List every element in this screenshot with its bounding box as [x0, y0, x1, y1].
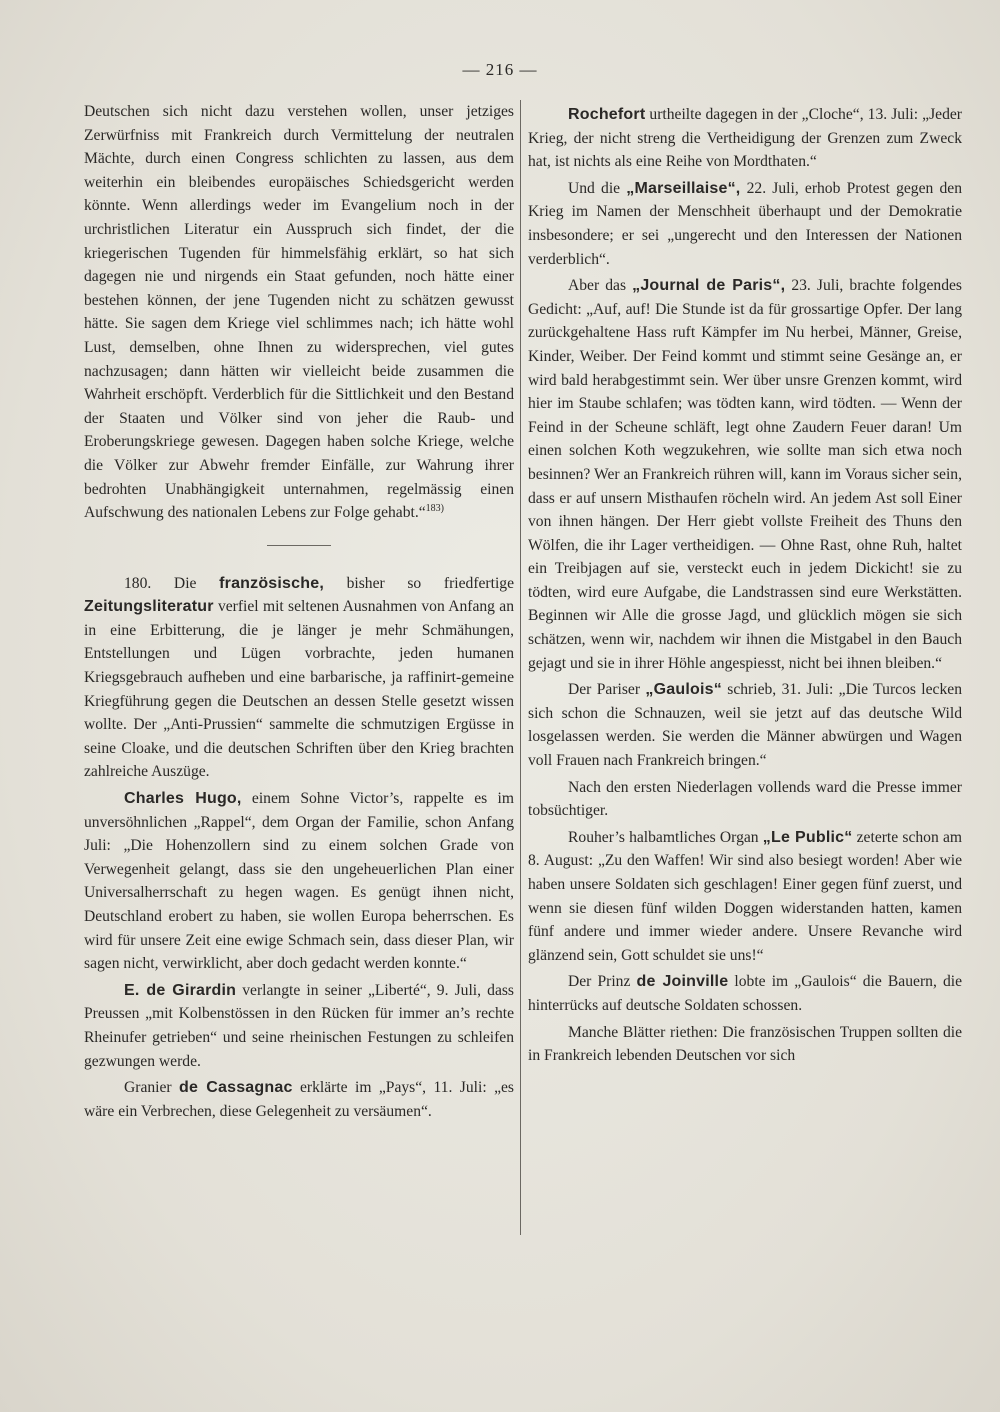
text: Manche Blätter riethen: Die französischen Truppen sollten die in Frankreich lebenden Deutschen vor sich: [528, 1023, 962, 1065]
emphasis-name: „Marseillaise“,: [626, 179, 741, 197]
emphasis-text: Zeitungsliteratur: [84, 598, 214, 616]
emphasis-name: E. de Girardin: [124, 981, 237, 999]
page-number: — 216 —: [462, 60, 538, 79]
text: verlangte in seiner „Liberté“, 9. Juli, dass Preussen „mit Kolbenstössen in den Rücken für immer an’s rechte Rheinufer getrieben“ und seine rheinischen Festungen zu schleifen gezwungen werde.: [84, 981, 515, 1070]
text: lobte im „Gaulois“ die Bauern, die hinterrücks auf deutsche Soldaten schossen.: [528, 973, 963, 1014]
paragraph-marseillaise: [528, 177, 962, 271]
section-separator: [267, 545, 331, 546]
text: 23. Juli, brachte folgendes Gedicht: „Auf, auf! Die Stunde ist da für grossartige Opfer. Der lang zurückgehaltene Hass ruft Kämpfer im Nu herbei, Männer, Greise, Kinder, Weiber. Der Feind kommt und stimmt seine Gesänge an, er wird bald herabgestimmt sein. Wer über unsre Grenzen kommt, wird hier im Staube schlafen; was tödten kann, wird tödten. — Wenn der Feind in der Scheune schläft, legt ohne Zaudern Feuer daran! Um einen solchen Koth wegzukehren, wie sollte man sich etwa noch besinnen? Wer an Frankreich rühren will, kann im Voraus sicher sein, dass er auf unsern Misthaufen röcheln wird. An jedem Ast soll Einer von ihnen hängen. Der Herr giebt vollste Freiheit des Thuns den Wölfen, die ihr Lager vertheidigen. — Ohne Rast, ohne Ruh, haltet ein Treibjagen auf sie, versteckt euch in jedem Dickicht! sie zu tödten, wird eure Aufgabe, die Landstrassen sind eure Werkstätten. Beginnen wir Alle die grosse Jagd, und glücklich mögen sie sich schätzen, wenn wir, nachdem wir ihnen die Mistgabel in den Bauch gejagt und sie in ihrer Höhle angespiesst, nicht bei ihnen bleiben.“: [528, 277, 962, 672]
right-column: [528, 100, 962, 1068]
text: zeterte schon am 8. August: „Zu den Waffen! Wir sind also besiegt worden! Aber wie haben unsere Soldaten sich geschlagen! Einer gegen fünf zuerst, und wenn sie diesen fünf wilden Doggen widerstanden hatten, kamen fünf andere und immer wieder andere. Unsere Revanche wird glänzend sein, Gott schuldet sie uns!“: [528, 828, 963, 964]
emphasis-name: „Le Public“: [762, 828, 853, 846]
emphasis-name: „Gaulois“: [645, 681, 722, 699]
text: Aber das: [568, 277, 633, 295]
emphasis-name: „Journal de Paris“,: [632, 277, 786, 295]
left-column: [84, 100, 514, 1123]
emphasis-name: Rochefort: [568, 106, 646, 123]
paragraph-girardin: [84, 979, 514, 1073]
text: bisher so friedfertige: [323, 574, 515, 592]
paragraph-journal-de-paris: [528, 274, 962, 675]
emphasis-name: de Cassagnac: [179, 1079, 293, 1097]
paragraph-gaulois: [528, 678, 962, 772]
paragraph-text: Deutschen sich nicht dazu verstehen wollen, unser jetziges Zerwürfniss mit Frankreich durch Vermittelung der neutralen Mächte, durch einen Congress schlichten zu lassen, aus dem weiterhin ein bleibendes europäisches Schiedsgericht werden könnte. Wenn allerdings weder im Evangelium noch in der urchristlichen Literatur ein Ausspruch sich findet, der die kriegerischen Tugenden für himmelsfähig erklärt, so hat sich dagegen nie und nirgends ein Staat gefunden, noch hätte einer bestehen können, der jene Tugenden nicht zu schätzen gewusst hätte. Sie sagen dem Kriege viel schlimmes nach; ich hätte wohl Lust, demselben, ohne Ihnen zu widersprechen, viel gutes nachzusagen; dann hätten wir vielleicht beide zusammen die Wahrheit erschöpft. Verderblich für die Sittlichkeit und den Bestand der Staaten und Völker sind von jeher die Raub- und Eroberungskriege gewesen. Dagegen haben solche Kriege, welche die Völker zur Abwehr fremder Einfälle, zur Wahrung ihrer bedrohten Unabhängigkeit unternahmen, regelmässig einen Aufschwung des nationalen Lebens zur Folge gehabt.“: [84, 103, 514, 522]
paragraph-continued: [84, 100, 514, 525]
text: schrieb, 31. Juli: „Die Turcos lecken sich schon die Schnauzen, weil sie jetzt auf das deutsche Wild losgelassen werden. Sie werden die Männer abwürgen und Wagen voll Frauen nach Frankreich bringen.“: [528, 681, 962, 770]
emphasis-name: de Joinville: [636, 973, 729, 991]
text: erklärte im „Pays“, 11. Juli: „es wäre ein Verbrechen, diese Gelegenheit zu versäumen“.: [84, 1079, 514, 1120]
paragraph-hugo: [84, 787, 514, 976]
emphasis-name: Charles Hugo,: [124, 790, 242, 808]
paragraph-joinville: [528, 970, 962, 1017]
column-divider: [520, 100, 521, 1235]
paragraph-le-public: [528, 826, 962, 968]
text: Granier: [124, 1079, 180, 1097]
text: verfiel mit seltenen Ausnahmen von Anfang an in eine Erbitterung, die je länger je mehr Schmähungen, Entstellungen und Lügen vorbrachte, jeden humanen Kriegsgebrauch aufheben und eine barbarische, ja raffinirt-gemeine Kriegführung gegen die Deutschen an dessen Stelle gesetzt wissen wollte. Der „Anti-Prussien“ sammelte die schmutzigen Ergüsse in seine Cloake, und die deutschen Schriften über den Krieg brachten zahlreiche Auszüge.: [84, 598, 514, 781]
text: urtheilte dagegen in der „Cloche“, 13. Juli: „Jeder Krieg, der nicht streng die Vertheidigung der Grenzen zum Zweck hat, ist nichts als eine Reihe von Mordthaten.“: [528, 106, 962, 171]
paragraph-180: [84, 572, 514, 784]
paragraph-rochefort: [528, 103, 962, 174]
text: 180. Die: [124, 574, 220, 592]
emphasis-text: französische,: [219, 574, 324, 592]
paragraph-cassagnac: [84, 1076, 514, 1123]
footnote-marker: 183): [425, 502, 445, 514]
text: Der Pariser: [568, 681, 646, 699]
text: einem Sohne Victor’s, rappelte es im unversöhnlichen „Rappel“, dem Organ der Familie, schon Anfang Juli: „Die Hohenzollern sind zu einem solchen Grade von Verwegenheit gelangt, dass sie den ungeheuerlichen Plan einer Universalherrschaft zu hegen wagen. Es genügt ihnen nicht, Deutschland erobert zu haben, sie wollen Europa beherrschen. Es wird für unsere Zeit eine ewige Schmach sein, dass dieser Plan, wir sagen nicht, verwirklicht, aber doch gedacht werden konnte.“: [84, 790, 515, 973]
paragraph-blaetter: [528, 1021, 962, 1068]
text: Und die: [568, 179, 627, 197]
text: 22. Juli, erhob Protest gegen den Krieg im Namen der Menschheit überhaupt und der Demokratie insbesondere; er sei „ungerecht und den Interessen der Nationen verderblich“.: [528, 179, 962, 268]
text: Nach den ersten Niederlagen vollends ward die Presse immer tobsüchtiger.: [528, 778, 962, 820]
text: Der Prinz: [568, 973, 637, 991]
paragraph-niederlagen: [528, 776, 962, 823]
text: Rouher’s halbamtliches Organ: [568, 828, 763, 846]
